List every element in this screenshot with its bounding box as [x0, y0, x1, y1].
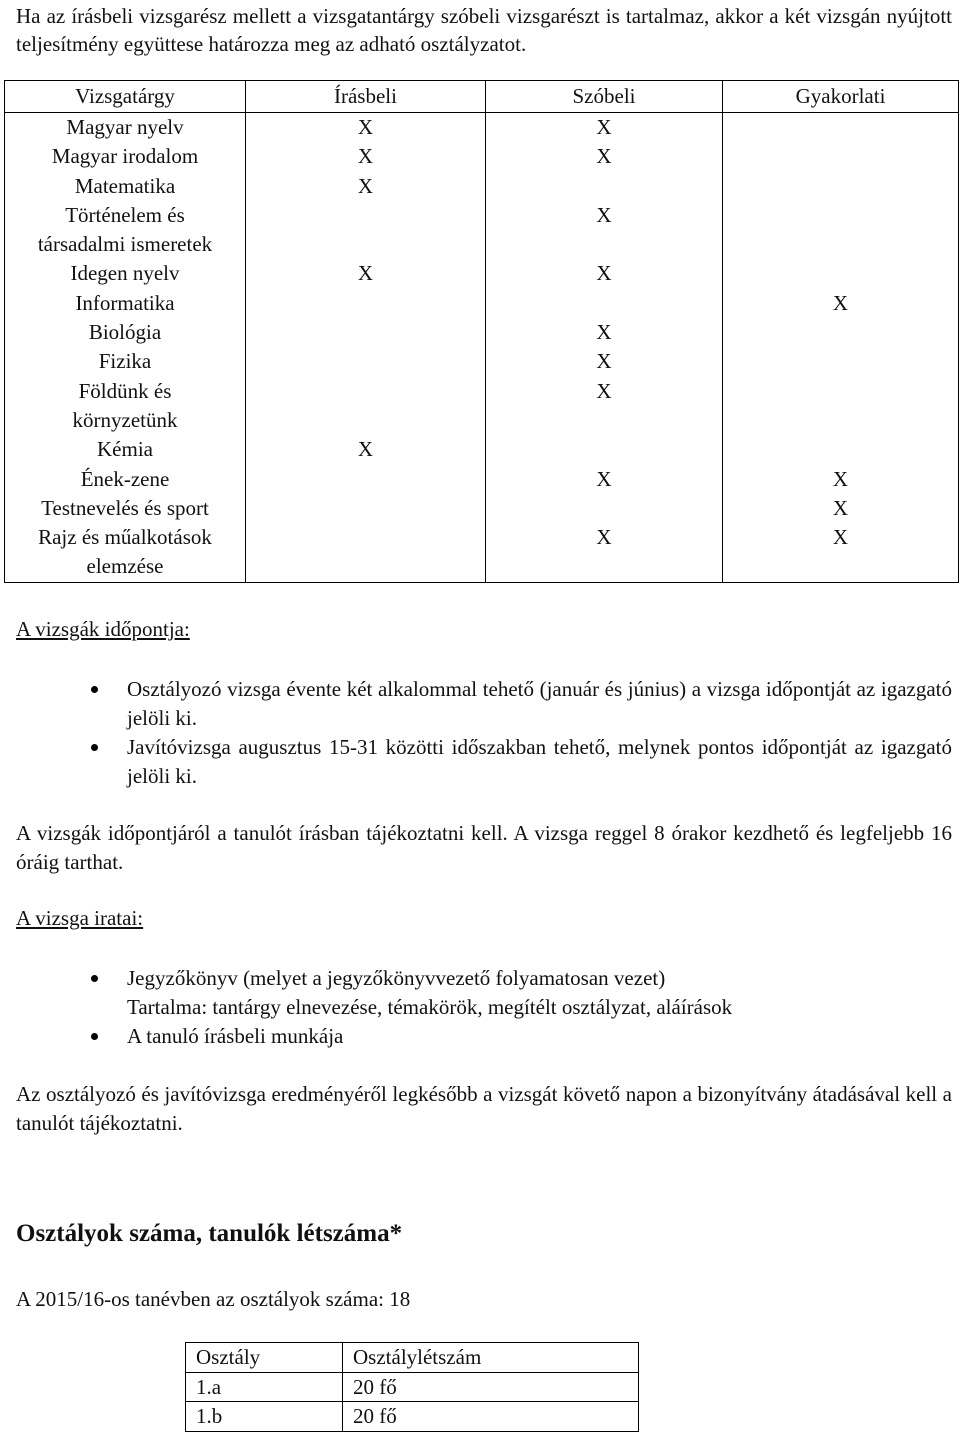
list-item-text: A tanuló írásbeli munkája	[127, 1024, 344, 1048]
exam-written-cell	[246, 201, 486, 260]
section-title: Osztályok száma, tanulók létszáma*	[16, 1220, 403, 1247]
exam-subject-cell: Történelem és társadalmi ismeretek	[5, 201, 246, 260]
table-row	[186, 1402, 639, 1432]
dates-list	[16, 675, 952, 791]
exam-practical-cell	[723, 318, 959, 347]
table-row	[5, 435, 959, 464]
exam-written-cell: X	[246, 142, 486, 171]
exam-practical-cell	[723, 113, 959, 143]
exam-subject-cell: Magyar irodalom	[5, 142, 246, 171]
list-item-subtext: Tartalma: tantárgy elnevezése, témakörök, megítélt osztályzat, aláírások	[127, 995, 733, 1019]
list-item	[16, 964, 952, 993]
exam-written-cell: X	[246, 435, 486, 464]
list-item	[16, 1022, 952, 1051]
exam-written-cell: X	[246, 113, 486, 143]
class-name: 1.a	[186, 1372, 343, 1402]
exam-table	[4, 80, 959, 583]
docs-list	[16, 964, 952, 1051]
exam-practical-cell: X	[723, 465, 959, 494]
exam-practical-cell: X	[723, 523, 959, 582]
exam-written-cell	[246, 289, 486, 318]
exam-practical-cell	[723, 435, 959, 464]
result-note: Az osztályozó és javítóvizsga eredményéről legkésőbb a vizsgát követő napon a bizonyítvány átadásával kell a tanulót tájékoztatni.	[16, 1082, 952, 1135]
exam-oral-cell: X	[486, 259, 723, 288]
table-row	[5, 289, 959, 318]
table-row	[5, 142, 959, 171]
bullet-icon	[91, 975, 98, 982]
exam-oral-cell: X	[486, 523, 723, 582]
exam-practical-cell: X	[723, 494, 959, 523]
header-subject: Vizsgatárgy	[5, 81, 246, 113]
header-headcount: Osztálylétszám	[343, 1343, 639, 1373]
exam-oral-cell	[486, 172, 723, 201]
exam-oral-cell	[486, 289, 723, 318]
dates-note: A vizsgák időpontjáról a tanulót írásban tájékoztatni kell. A vizsga reggel 8 órakor kezdhető és legfeljebb 16 óráig tarthat.	[16, 821, 952, 874]
exam-subject-cell: Rajz és műalkotások elemzése	[5, 523, 246, 582]
exam-subject-cell: Ének-zene	[5, 465, 246, 494]
list-item	[16, 675, 952, 733]
table-row	[5, 347, 959, 376]
intro-paragraph: Ha az írásbeli vizsgarész mellett a vizsgatantárgy szóbeli vizsgarészt is tartalmaz, akkor a két vizsgán nyújtott teljesítmény együttese határozza meg az adható osztályzatot.	[16, 4, 952, 56]
exam-practical-cell	[723, 377, 959, 436]
exam-oral-cell	[486, 435, 723, 464]
exam-subject-cell: Fizika	[5, 347, 246, 376]
bullet-icon	[91, 1033, 98, 1040]
header-written: Írásbeli	[246, 81, 486, 113]
table-row	[5, 201, 959, 260]
table-row	[5, 113, 959, 143]
exam-written-cell	[246, 523, 486, 582]
list-item-text: Osztályozó vizsga évente két alkalommal tehető (január és június) a vizsga időpontját az igazgató jelöli ki.	[127, 677, 952, 730]
exam-subject-cell: Informatika	[5, 289, 246, 318]
class-name: 1.b	[186, 1402, 343, 1432]
exam-oral-cell: X	[486, 142, 723, 171]
class-table-header-row	[186, 1343, 639, 1373]
class-count: A 2015/16-os tanévben az osztályok száma: 18	[16, 1287, 411, 1311]
class-headcount: 20 fő	[343, 1372, 639, 1402]
class-table	[185, 1342, 639, 1432]
table-row	[5, 377, 959, 436]
exam-subject-cell: Matematika	[5, 172, 246, 201]
table-row	[5, 259, 959, 288]
exam-written-cell	[246, 465, 486, 494]
exam-written-cell	[246, 494, 486, 523]
exam-practical-cell	[723, 172, 959, 201]
exam-oral-cell: X	[486, 347, 723, 376]
exam-subject-cell: Magyar nyelv	[5, 113, 246, 143]
exam-subject-cell: Testnevelés és sport	[5, 494, 246, 523]
docs-heading: A vizsga iratai:	[16, 906, 144, 930]
list-item-text: Jegyzőkönyv (melyet a jegyzőkönyvvezető folyamatosan vezet)	[127, 966, 666, 990]
dates-heading: A vizsgák időpontja:	[16, 617, 190, 641]
bullet-icon	[91, 686, 98, 693]
table-row	[5, 318, 959, 347]
class-headcount: 20 fő	[343, 1402, 639, 1432]
bullet-icon	[91, 744, 98, 751]
exam-practical-cell	[723, 142, 959, 171]
exam-oral-cell: X	[486, 201, 723, 260]
exam-oral-cell	[486, 494, 723, 523]
exam-written-cell	[246, 318, 486, 347]
header-oral: Szóbeli	[486, 81, 723, 113]
exam-written-cell	[246, 347, 486, 376]
exam-subject-cell: Kémia	[5, 435, 246, 464]
exam-oral-cell: X	[486, 318, 723, 347]
exam-written-cell	[246, 377, 486, 436]
table-row	[186, 1372, 639, 1402]
exam-practical-cell	[723, 201, 959, 260]
exam-table-header-row	[5, 81, 959, 113]
exam-written-cell: X	[246, 259, 486, 288]
table-row	[5, 172, 959, 201]
table-row	[5, 465, 959, 494]
list-item-text: Javítóvizsga augusztus 15-31 közötti időszakban tehető, melynek pontos időpontját az igazgató jelöli ki.	[127, 735, 952, 788]
header-practical: Gyakorlati	[723, 81, 959, 113]
exam-subject-cell: Földünk és környzetünk	[5, 377, 246, 436]
exam-oral-cell: X	[486, 113, 723, 143]
exam-practical-cell: X	[723, 289, 959, 318]
exam-written-cell: X	[246, 172, 486, 201]
exam-subject-cell: Idegen nyelv	[5, 259, 246, 288]
header-class: Osztály	[186, 1343, 343, 1373]
exam-oral-cell: X	[486, 377, 723, 436]
exam-practical-cell	[723, 347, 959, 376]
table-row	[5, 494, 959, 523]
table-row	[5, 523, 959, 582]
exam-subject-cell: Biológia	[5, 318, 246, 347]
exam-practical-cell	[723, 259, 959, 288]
list-item	[16, 733, 952, 791]
exam-oral-cell: X	[486, 465, 723, 494]
